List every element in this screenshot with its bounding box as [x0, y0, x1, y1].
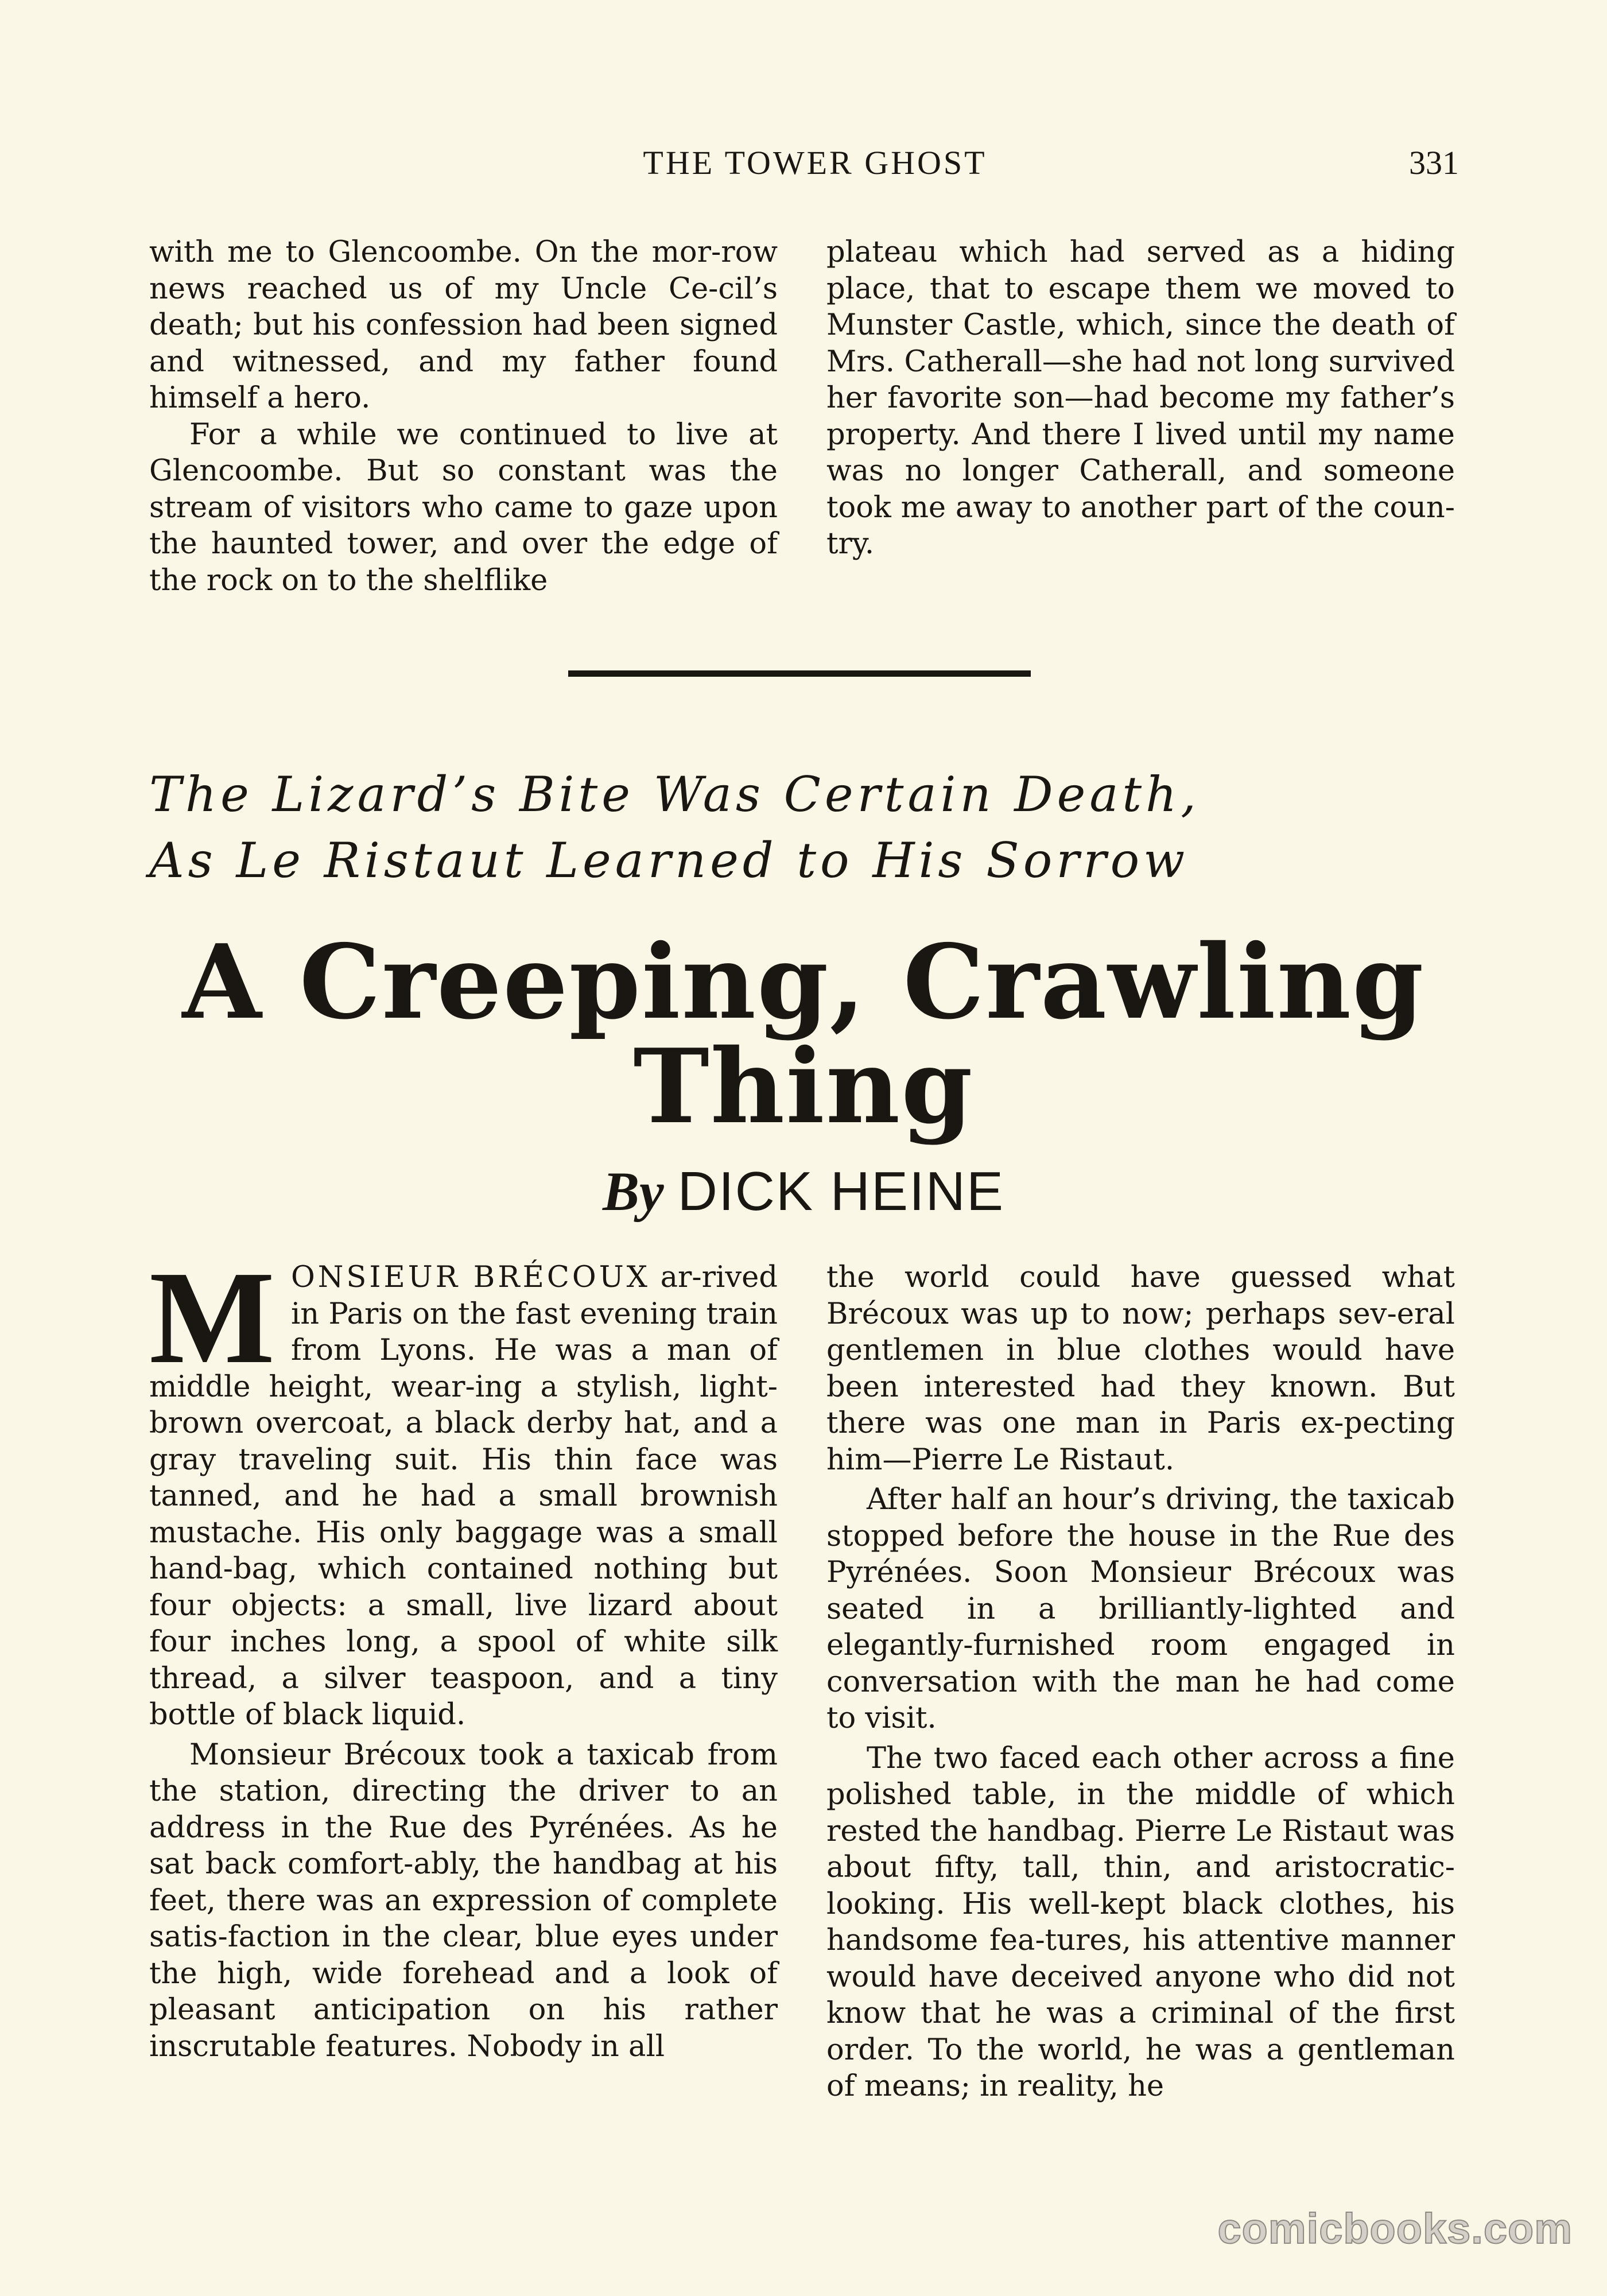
story-deck-line-2: As Le Ristaut Learned to His Sorrow [149, 832, 1189, 889]
story-title-line-2: Thing [633, 1026, 974, 1146]
drop-cap: M [149, 1244, 275, 1391]
story-paragraph: After half an hour’s driving, the taxicab stopped before the house in the Rue des Pyrénées. Soon Monsieur Brécoux was seated in a brilliantly-lighted and elegantly-furnished room engaged in conversation with the man he had come to visit. [826, 1483, 1455, 1735]
previous-story-paragraph: with me to Glencoombe. On the mor-row news reached us of my Uncle Ce-cil’s death; but his confession had been signed and witnessed, and my father found himself a hero. [149, 235, 778, 415]
story-title [115, 922, 1492, 1146]
story-deck-line-1: The Lizard’s Bite Was Certain Death, [149, 766, 1200, 823]
page-number: 331 [1409, 144, 1459, 181]
byline-author: DICK HEINE [677, 1161, 1005, 1222]
previous-story-paragraph: plateau which had served as a hiding place, that to escape them we moved to Munster Castle, which, since the death of Mrs. Catherall—she had not long survived her favorite son—had become my father’s property. And there I lived until my name was no longer Catherall, and someone took me away to another part of the coun-try. [826, 235, 1455, 561]
story-paragraph: The two faced each other across a fine polished table, in the middle of which rested the handbag. Pierre Le Ristaut was about fifty, tall, thin, and aristocratic-looking. His well-kept black clothes, his handsome fea-tures, his attentive manner would have deceived anyone who did not know that he was a criminal of the first order. To the world, he was a gentleman of means; in reality, he [826, 1741, 1455, 2103]
story-paragraph: Monsieur Brécoux took a taxicab from the station, directing the driver to an address in the Rue des Pyrénées. As he sat back comfort-ably, the handbag at his feet, there was an expression of complete satis-faction in the clear, blue eyes under the high, wide forehead and a look of pleasant anticipation on his rather inscrutable features. Nobody in all [149, 1737, 778, 2064]
opening-text: ar-rived in Paris on the fast evening train from Lyons. He was a man of middle height, wear-ing a stylish, light-brown overcoat, a black derby hat, and a gray traveling suit. His thin face was tanned, and he had a small brownish mustache. His only baggage was a small hand-bag, which contained nothing but four objects: a small, live lizard about four inches long, a spool of white silk thread, a silver teaspoon, and a tiny bottle of black liquid. [149, 1261, 778, 1732]
previous-story-paragraph: For a while we continued to live at Glencoombe. But so constant was the stream of visitors who came to gaze upon the haunted tower, and over the edge of the rock on to the shelflike [149, 417, 778, 598]
story-paragraph: the world could have guessed what Brécoux was up to now; perhaps sev-eral gentlemen in blue clothes would have been interested had they known. But there was one man in Paris ex-pecting him—Pierre Le Ristaut. [826, 1261, 1455, 1477]
site-watermark: comicbooks.com [1217, 2205, 1573, 2252]
previous-story-left-column [149, 234, 778, 599]
section-divider-rule [568, 670, 1031, 677]
story-right-column [826, 1259, 1455, 2105]
story-opening-paragraph [149, 1244, 778, 1733]
byline-by: By [602, 1161, 664, 1222]
previous-story-right-column [826, 234, 1455, 563]
opening-caps: ONSIEUR BRÉCOUX [290, 1261, 650, 1294]
byline [115, 1159, 1492, 1223]
story-left-column [149, 1244, 778, 2065]
story-title-line-1: A Creeping, Crawling [182, 922, 1425, 1042]
running-head-title: THE TOWER GHOST [643, 144, 987, 181]
